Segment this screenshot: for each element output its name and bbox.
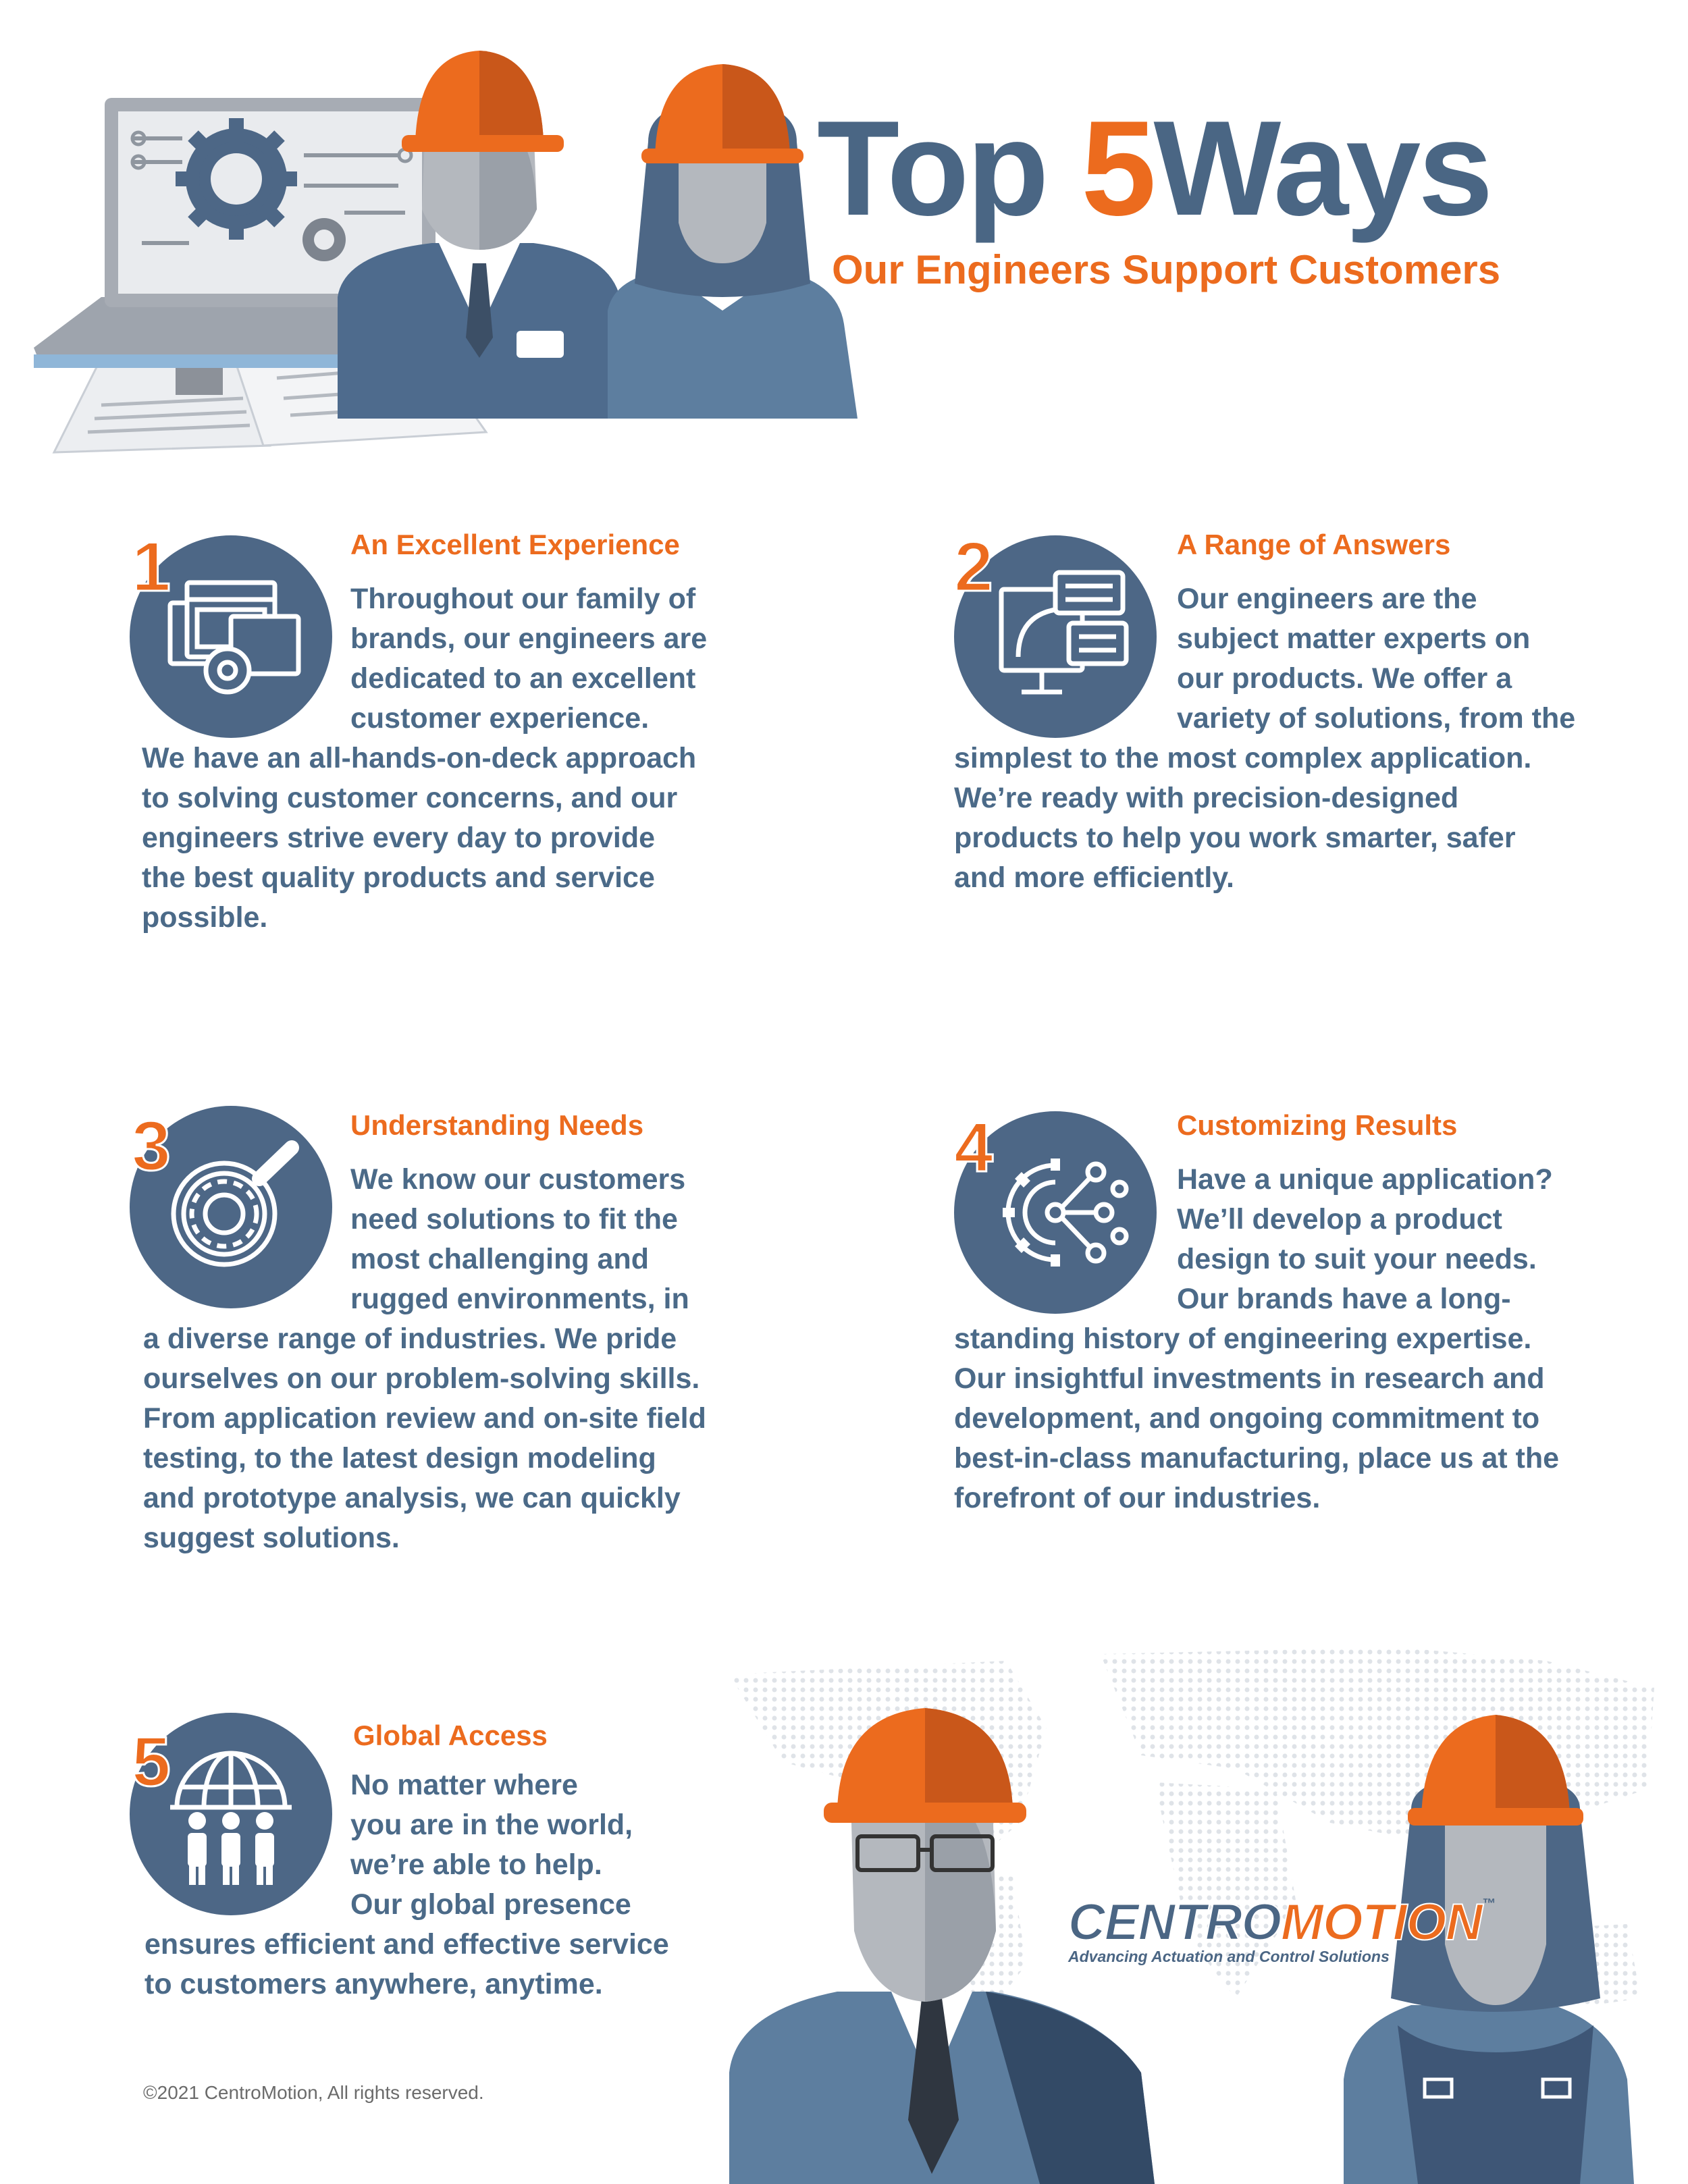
section-1-number: 1: [132, 528, 171, 606]
header-illustration: [20, 41, 871, 459]
section-3-text-top: We know our customers need solutions to fit the most challenging and rugged environments, in: [350, 1163, 689, 1315]
section-4-title: Customizing Results: [1177, 1109, 1458, 1141]
section-2-title: A Range of Answers: [1177, 529, 1451, 560]
section-4-text-bottom: standing history of engineering expertise. Our insightful investments in research and development, and ongoing commitment to best-in-class manufacturing, place us at the forefront of our industries.: [954, 1323, 1560, 1514]
section-1-title: An Excellent Experience: [350, 529, 680, 560]
section-2-number: 2: [954, 528, 993, 606]
section-3-number: 3: [132, 1107, 171, 1186]
page-subtitle: Our Engineers Support Customers: [832, 247, 1501, 292]
logo-trademark: ™: [1481, 1896, 1495, 1911]
section-5-title: Global Access: [353, 1720, 548, 1751]
section-4-text-top: Have a unique application? We’ll develop a product design to suit your needs. Our brands have a long-: [1177, 1163, 1553, 1315]
centromotion-logo: [1068, 1894, 1495, 1951]
title-top: Top: [817, 93, 1082, 244]
title-ways: Ways: [1153, 93, 1491, 244]
logo-tagline: Advancing Actuation and Control Solutions: [1068, 1948, 1390, 1965]
section-2-text-bottom: simplest to the most complex application. We’re ready with precision-designed products to help you work smarter, safer and more efficiently.: [954, 742, 1532, 894]
copyright: ©2021 CentroMotion, All rights reserved.: [143, 2082, 484, 2103]
page-title: [817, 93, 1491, 244]
section-2-text-top: Our engineers are the subject matter experts on our products. We offer a variety of solutions, from the: [1177, 583, 1576, 735]
section-3-title: Understanding Needs: [350, 1109, 644, 1141]
logo-motion: MOTION: [1280, 1894, 1482, 1951]
section-3-text-bottom: a diverse range of industries. We pride ourselves on our problem-solving skills. From application review and on-site field testing, to the latest design modeling and prototype analysis, we can quickly suggest solutions.: [143, 1323, 706, 1554]
section-5-text-top: No matter where you are in the world, we’re able to help. Our global presence: [350, 1769, 633, 1921]
section-4-number: 4: [954, 1109, 993, 1187]
section-5-text-bottom: ensures efficient and effective service to customers anywhere, anytime.: [144, 1928, 669, 2000]
title-number: 5: [1081, 93, 1154, 244]
section-1-text-bottom: We have an all-hands-on-deck approach to solving customer concerns, and our engineers strive every day to provide the best quality products and service possible.: [142, 742, 697, 934]
section-5-number: 5: [132, 1723, 171, 1801]
section-1-text-top: Throughout our family of brands, our engineers are dedicated to an excellent customer experience.: [350, 583, 708, 735]
logo-centro: CENTRO: [1068, 1894, 1281, 1951]
